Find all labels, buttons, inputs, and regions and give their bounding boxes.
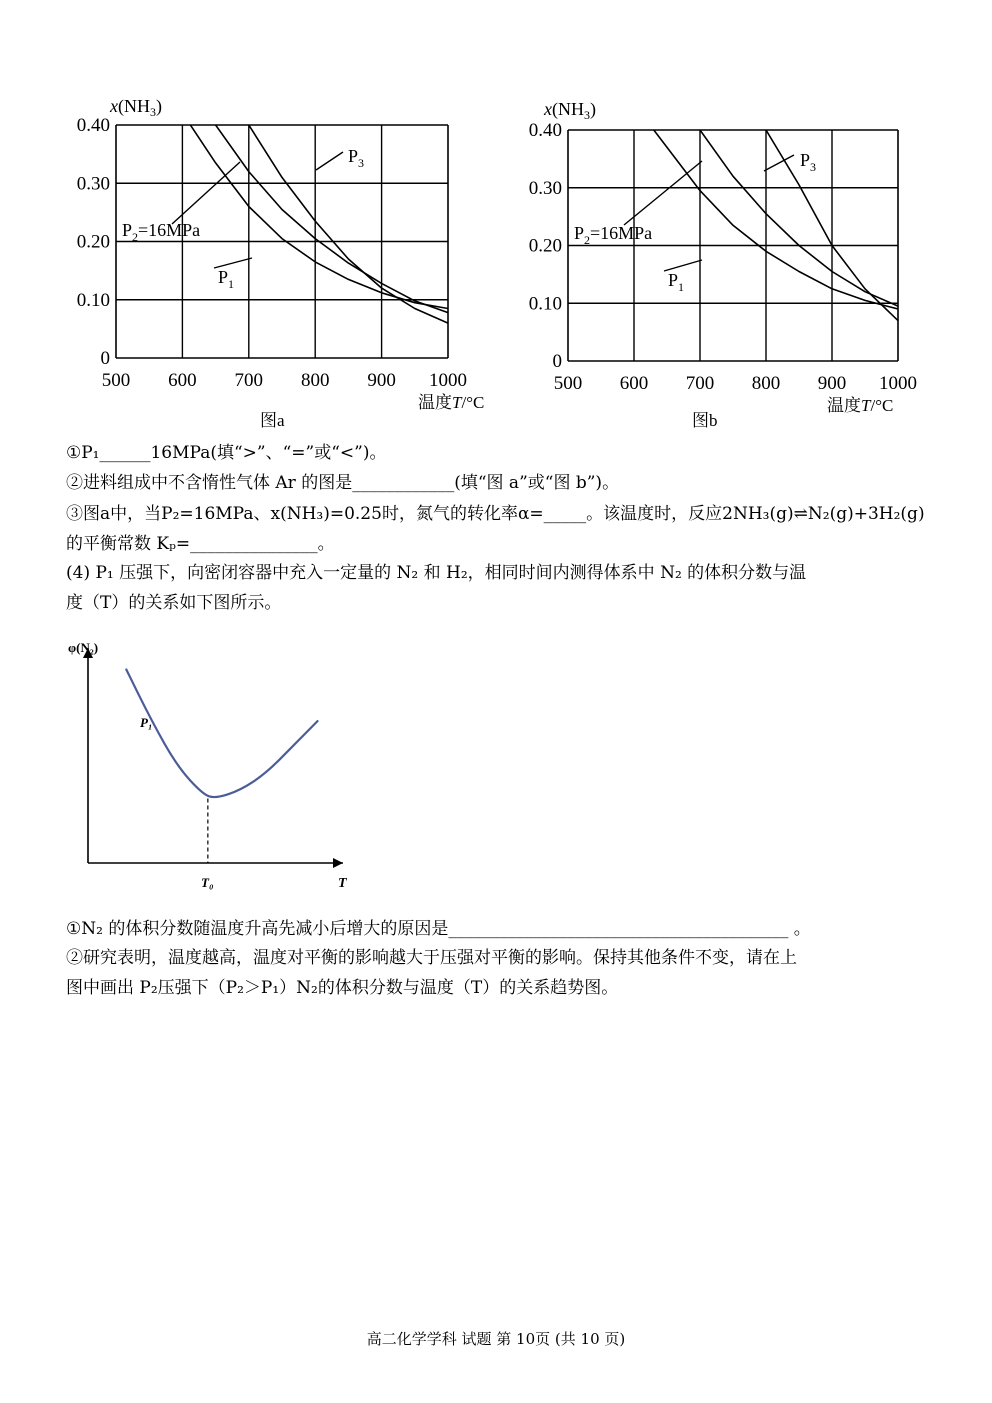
page-footer: 高二化学学科 试题 第 10页 (共 10 页): [366, 1330, 626, 1348]
y-tick-label: 0.30: [76, 173, 110, 195]
y-axis-label: $x(NH_3)$: [544, 99, 596, 122]
question-4: (4) P₁ 压强下，向密闭容器中充入一定量的 N₂ 和 H₂，相同时间内测得体系中 N₂ 的体积分数与温: [66, 563, 807, 583]
x-axis-label: 温度T/°C: [418, 393, 485, 412]
y-axis-label: φ(N₂): [68, 640, 99, 655]
x-tick-label: 800: [300, 370, 330, 391]
y-tick-label: 0.30: [528, 177, 562, 199]
series-label-p3: $P_3$: [348, 146, 365, 170]
series-label-p2: $P_2=16MPa$: [122, 220, 201, 244]
x-tick-label: 700: [234, 370, 264, 391]
series-label-p1: P₁: [140, 715, 153, 730]
x-tick-label: 1000: [879, 373, 917, 394]
y-tick-label: 0.20: [76, 231, 110, 253]
y-tick-label: 0.10: [76, 289, 110, 311]
chart-a: [60, 90, 510, 435]
y-axis-label: $x(NH_3)$: [110, 96, 162, 119]
leader-line: [316, 152, 343, 170]
series-label-p2: $P_2=16MPa$: [574, 223, 653, 247]
series-line-p1: [126, 670, 317, 798]
x-tick-label: 1000: [429, 370, 467, 391]
y-tick-label: 0: [552, 351, 562, 372]
question-3-1: ①P₁______16MPa(填“>”、“=”或“<”)。: [66, 443, 387, 463]
plot-area: [529, 120, 917, 394]
series-line-2: [216, 125, 448, 313]
plot-area: [77, 115, 467, 391]
x-axis-label: T: [338, 876, 347, 891]
y-tick-label: 0.40: [76, 115, 110, 136]
y-tick-label: 0: [100, 348, 110, 369]
chart-n2-fraction: [60, 630, 370, 900]
series-label-p3: $P_3$: [800, 150, 817, 174]
x-tick-label: 600: [168, 370, 197, 391]
x-tick-label: 900: [817, 373, 847, 394]
x-tick-label: 500: [553, 373, 583, 394]
series-line-1: [654, 130, 898, 309]
x-axis-arrow: [333, 858, 343, 868]
question-4-cont: 度（T）的关系如下图所示。: [66, 593, 282, 613]
x-tick-label: 800: [751, 373, 781, 394]
series-label-p1: $P_1$: [218, 267, 235, 291]
x-tick-label-t0: T₀: [201, 875, 214, 890]
series-label-p1: $P_1$: [668, 270, 685, 294]
x-tick-label: 500: [101, 370, 131, 391]
chart-caption: 图b: [692, 411, 718, 430]
question-4-a: ①N₂ 的体积分数随温度升高先减小后增大的原因是________________________________________ 。: [66, 919, 811, 939]
chart-caption: 图a: [260, 411, 285, 430]
series-line-2: [700, 130, 898, 306]
question-3-2: ②进料组成中不含惰性气体 Ar 的图是____________(填“图 a”或“图 b”)。: [66, 473, 620, 493]
y-tick-label: 0.20: [528, 235, 562, 257]
leader-line: [624, 161, 702, 225]
chart-b: [512, 93, 962, 438]
y-tick-label: 0.10: [528, 293, 562, 315]
x-tick-label: 900: [367, 370, 396, 391]
question-3-3-cont: 的平衡常数 Kₚ=_______________。: [66, 534, 335, 554]
x-tick-label: 700: [685, 373, 715, 394]
y-tick-label: 0.40: [528, 120, 562, 141]
x-tick-label: 600: [619, 373, 649, 394]
question-4-b: ②研究表明，温度越高，温度对平衡的影响越大于压强对平衡的影响。保持其他条件不变，请在上: [66, 948, 797, 968]
question-3-3: ③图a中，当P₂=16MPa、x(NH₃)=0.25时，氮气的转化率α=_____。该温度时，反应2NH₃(g)⇌N₂(g)+3H₂(g): [66, 504, 925, 524]
plot-area: [83, 648, 343, 868]
question-4-b-cont: 图中画出 P₂压强下（P₂＞P₁）N₂的体积分数与温度（T）的关系趋势图。: [66, 978, 619, 998]
x-axis-label: 温度T/°C: [827, 396, 894, 415]
